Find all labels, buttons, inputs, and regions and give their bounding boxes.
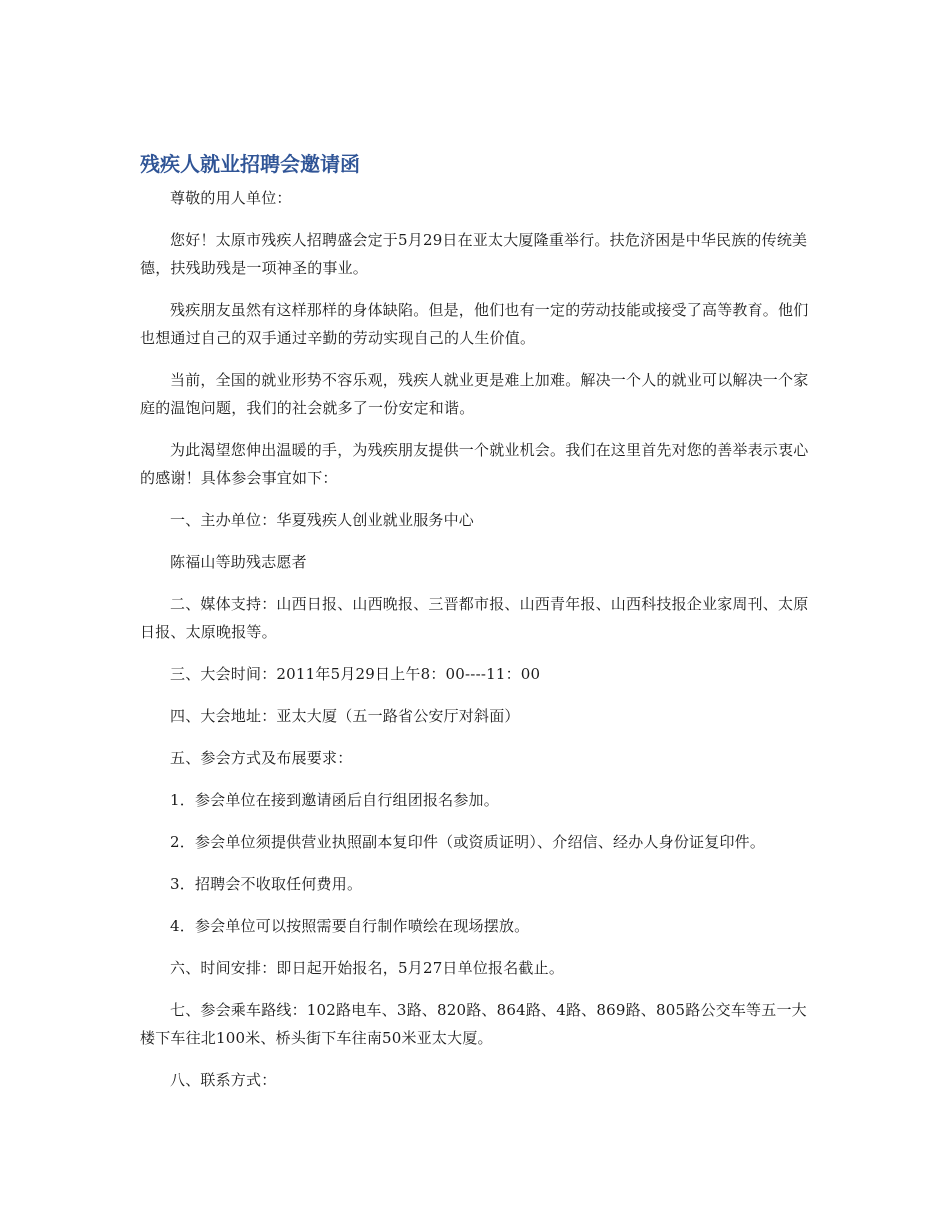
item-event-address: 四、大会地址：亚太大厦（五一路省公安厅对斜面） [170, 707, 520, 725]
paragraph-appeal: 为此渴望您伸出温暖的手，为残疾朋友提供一个就业机会。我们在这里首先对您的善举表示衷心的感谢！具体参会事宜如下： [140, 441, 809, 487]
paragraph-employment-situation: 当前，全国的就业形势不容乐观，残疾人就业更是难上加难。解决一个人的就业可以解决一个家庭的温饱问题，我们的社会就多了一份安定和谐。 [140, 371, 809, 417]
paragraph-greeting: 您好！太原市残疾人招聘盛会定于5月29日在亚太大厦隆重举行。扶危济困是中华民族的传统美德，扶残助残是一项神圣的事业。 [140, 231, 808, 277]
item-organizer: 一、主办单位：华夏残疾人创业就业服务中心 [170, 511, 475, 529]
subitem-3: 3．招聘会不收取任何费用。 [170, 875, 363, 893]
item-bus-routes: 七、参会乘车路线：102路电车、3路、820路、864路、4路、869路、805路公交车等五一大楼下车往北100米、桥头街下车往南50米亚太大厦。 [140, 1001, 807, 1047]
item-participation-method: 五、参会方式及布展要求： [170, 749, 353, 767]
item-volunteers: 陈福山等助残志愿者 [170, 553, 307, 571]
document-title: 残疾人就业招聘会邀请函 [140, 152, 360, 176]
item-contact: 八、联系方式： [170, 1071, 277, 1089]
paragraph-disabled-friends: 残疾朋友虽然有这样那样的身体缺陷。但是，他们也有一定的劳动技能或接受了高等教育。他们也想通过自己的双手通过辛勤的劳动实现自己的人生价值。 [140, 301, 809, 347]
item-event-time: 三、大会时间：2011年5月29日上午8：00----11：00 [170, 665, 541, 683]
document-page [140, 150, 812, 1108]
subitem-4: 4．参会单位可以按照需要自行制作喷绘在现场摆放。 [170, 917, 530, 935]
item-media-support: 二、媒体支持：山西日报、山西晚报、三晋都市报、山西青年报、山西科技报企业家周刊、太原日报、太原晚报等。 [140, 595, 809, 641]
subitem-1: 1．参会单位在接到邀请函后自行组团报名参加。 [170, 791, 499, 809]
salutation: 尊敬的用人单位： [170, 189, 292, 207]
item-schedule: 六、时间安排：即日起开始报名，5月27日单位报名截止。 [170, 959, 565, 977]
subitem-2: 2．参会单位须提供营业执照副本复印件（或资质证明）、介绍信、经办人身份证复印件。 [170, 833, 766, 851]
